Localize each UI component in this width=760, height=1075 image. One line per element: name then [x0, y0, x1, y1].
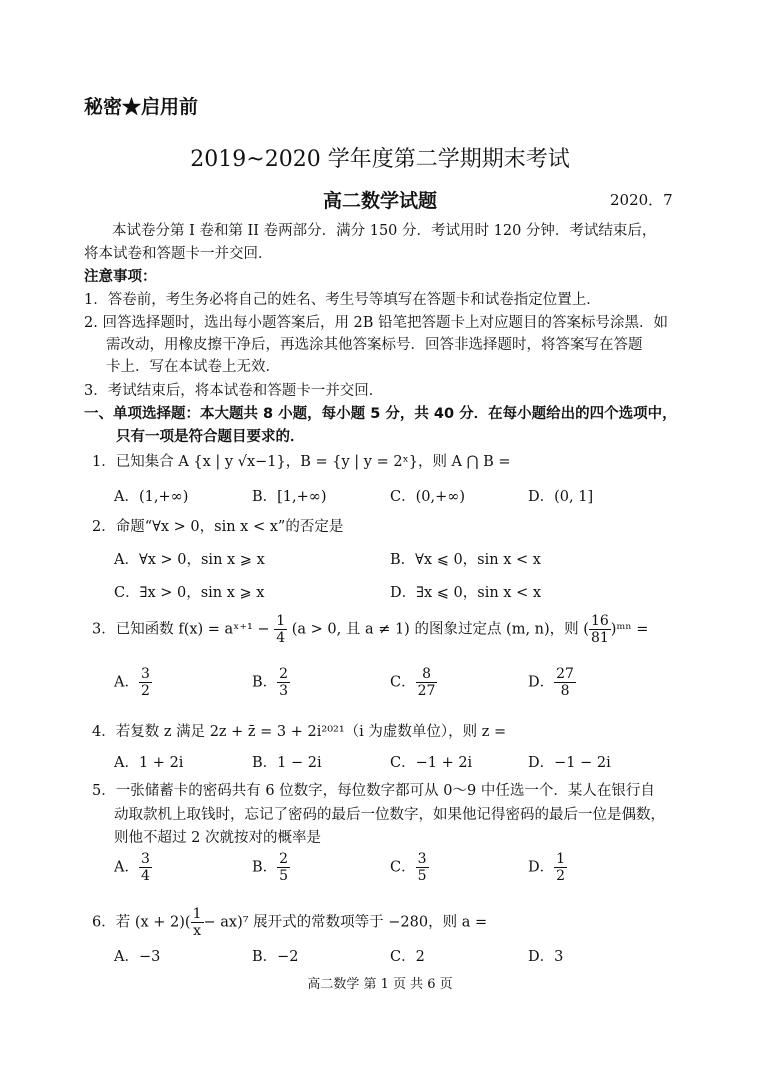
question-1-option-a: A．(1,+∞)	[114, 489, 189, 505]
note-2-line-1: 2. 回答选择题时，选出每小题答案后，用 2B 铅笔把答题卡上对应题目的答案标号涂黑．如	[84, 315, 669, 331]
section-heading-line-1: 一、单项选择题：本大题共 8 小题，每小题 5 分，共 40 分．在每小题给出的四个选项中，	[84, 406, 677, 422]
question-5-stem-line-3: 则他不超过 2 次就按对的概率是	[114, 830, 321, 846]
fraction-numerator: 1	[192, 906, 202, 922]
question-6-stem	[92, 906, 487, 939]
question-3-fraction-16-81	[589, 613, 611, 646]
question-1-option-c: C．(0,+∞)	[390, 489, 465, 505]
question-2-option-c: C．∃x > 0，sin x ⩾ x	[114, 585, 265, 601]
fraction-denominator: 5	[279, 868, 289, 884]
question-1-option-d: D．(0, 1]	[528, 489, 594, 505]
question-1-option-b: B．[1,+∞)	[252, 489, 327, 505]
fraction-denominator: 81	[590, 630, 609, 646]
option-label: B．	[252, 674, 278, 691]
question-3-option-a	[114, 666, 152, 699]
fraction-denominator: x	[193, 923, 201, 939]
note-3: 3．考试结束后，将本试卷和答题卡一并交回．	[84, 383, 384, 399]
question-5-stem-line-2: 动取款机上取钱时，忘记了密码的最后一位数字，如果他记得密码的最后一位是偶数，	[114, 807, 665, 823]
option-fraction	[416, 851, 429, 884]
question-4-stem: 4．若复数 z 满足 2z + z̄ = 3 + 2i²⁰²¹（i 为虚数单位），则 z =	[92, 724, 507, 740]
question-6-option-a: A．−3	[114, 949, 161, 965]
question-2-stem: 2．命题“∀x > 0，sin x < x”的否定是	[92, 519, 344, 535]
fraction-numerator: 8	[416, 666, 438, 683]
section-heading-line-2: 只有一项是符合题目要求的．	[116, 429, 305, 445]
question-6-option-b: B．−2	[252, 949, 299, 965]
intro-line-1: 本试卷分第 I 卷和第 II 卷两部分．满分 150 分．考试用时 120 分钟．考试结束后，	[112, 223, 657, 239]
option-label: D．	[528, 859, 555, 876]
question-5-option-c	[390, 851, 429, 884]
question-3-option-b	[252, 666, 290, 699]
exam-subtitle: 高二数学试题	[322, 190, 437, 212]
option-fraction	[416, 666, 438, 699]
question-6-option-c: C．2	[390, 949, 425, 965]
option-fraction	[139, 666, 152, 699]
option-label: C．	[390, 674, 416, 691]
option-label: B．	[252, 859, 278, 876]
question-5-option-b	[252, 851, 290, 884]
fraction-numerator: 1	[276, 613, 286, 629]
question-1-stem: 1．已知集合 A {x | y √x−1}，B = {y | y = 2ˣ}，则 A ⋂ B =	[92, 454, 511, 470]
fraction-denominator: 4	[140, 868, 150, 884]
fraction-numerator: 3	[140, 666, 150, 682]
option-fraction	[139, 851, 152, 884]
fraction-numerator: 3	[140, 851, 150, 867]
question-6-stem-part-b: − ax)⁷ 展开式的常数项等于 −280，则 a =	[203, 914, 488, 931]
fraction-numerator: 27	[556, 666, 574, 682]
question-6-stem-part-a: 6．若 (x + 2)(	[92, 914, 191, 931]
question-3-fraction-1-4	[274, 613, 287, 646]
fraction-numerator: 3	[417, 851, 427, 867]
option-label: D．	[528, 674, 555, 691]
question-3-stem-part-a: 3．已知函数 f(x) = aˣ⁺¹ −	[92, 621, 270, 638]
fraction-denominator: 3	[279, 683, 289, 699]
question-3-stem-part-c: )ᵐⁿ =	[610, 621, 649, 638]
question-4-option-c: C．−1 + 2i	[390, 755, 473, 771]
question-6-fraction-1-x	[191, 906, 204, 939]
note-2-line-3: 卡上．写在本试卷上无效．	[106, 359, 280, 375]
page-footer: 高二数学 第 1 页 共 6 页	[307, 977, 453, 992]
question-3-stem-part-b: (a > 0, 且 a ≠ 1) 的图象过定点 (m, n)，则 (	[291, 621, 589, 638]
option-fraction	[277, 851, 290, 884]
fraction-denominator: 27	[417, 683, 436, 699]
note-2-line-2: 需改动，用橡皮擦干净后，再选涂其他答案标号．回答非选择题时，将答案写在答题	[106, 337, 643, 353]
note-1: 1．答卷前，考生务必将自己的姓名、考生号等填写在答题卡和试卷指定位置上．	[84, 292, 601, 308]
option-label: A．	[114, 674, 139, 691]
exam-title: 2019~2020 学年度第二学期期末考试	[190, 147, 570, 172]
fraction-numerator: 2	[279, 666, 289, 682]
question-3-option-c	[390, 666, 437, 699]
fraction-denominator: 5	[417, 868, 427, 884]
notes-heading: 注意事项：	[84, 269, 157, 285]
fraction-denominator: 4	[276, 630, 286, 646]
fraction-numerator: 2	[279, 851, 289, 867]
fraction-denominator: 2	[556, 868, 566, 884]
option-fraction	[277, 666, 290, 699]
question-2-option-b: B．∀x ⩽ 0，sin x < x	[390, 552, 541, 568]
question-4-option-d: D．−1 − 2i	[528, 755, 611, 771]
fraction-denominator: 2	[140, 683, 150, 699]
option-fraction	[554, 851, 567, 884]
question-5-stem-line-1: 5．一张储蓄卡的密码共有 6 位数字，每位数字都可从 0～9 中任选一个．某人在银行自	[92, 783, 655, 799]
fraction-numerator: 16	[590, 613, 609, 629]
exam-date: 2020．7	[610, 191, 673, 209]
fraction-denominator: 8	[560, 683, 570, 699]
question-4-option-a: A．1 + 2i	[114, 755, 184, 771]
option-fraction	[554, 666, 576, 699]
intro-line-2: 将本试卷和答题卡一并交回．	[84, 246, 273, 262]
question-6-option-d: D．3	[528, 949, 564, 965]
question-5-option-a	[114, 851, 152, 884]
question-2-option-a: A．∀x > 0，sin x ⩾ x	[114, 552, 265, 568]
question-3-stem	[92, 613, 648, 646]
fraction-numerator: 1	[556, 851, 566, 867]
question-2-option-d: D．∃x ⩽ 0，sin x < x	[390, 585, 542, 601]
option-label: A．	[114, 859, 139, 876]
question-5-option-d	[528, 851, 567, 884]
question-3-option-d	[528, 666, 576, 699]
option-label: C．	[390, 859, 416, 876]
question-4-option-b: B．1 − 2i	[252, 755, 322, 771]
confidential-label: 秘密★启用前	[84, 96, 199, 118]
